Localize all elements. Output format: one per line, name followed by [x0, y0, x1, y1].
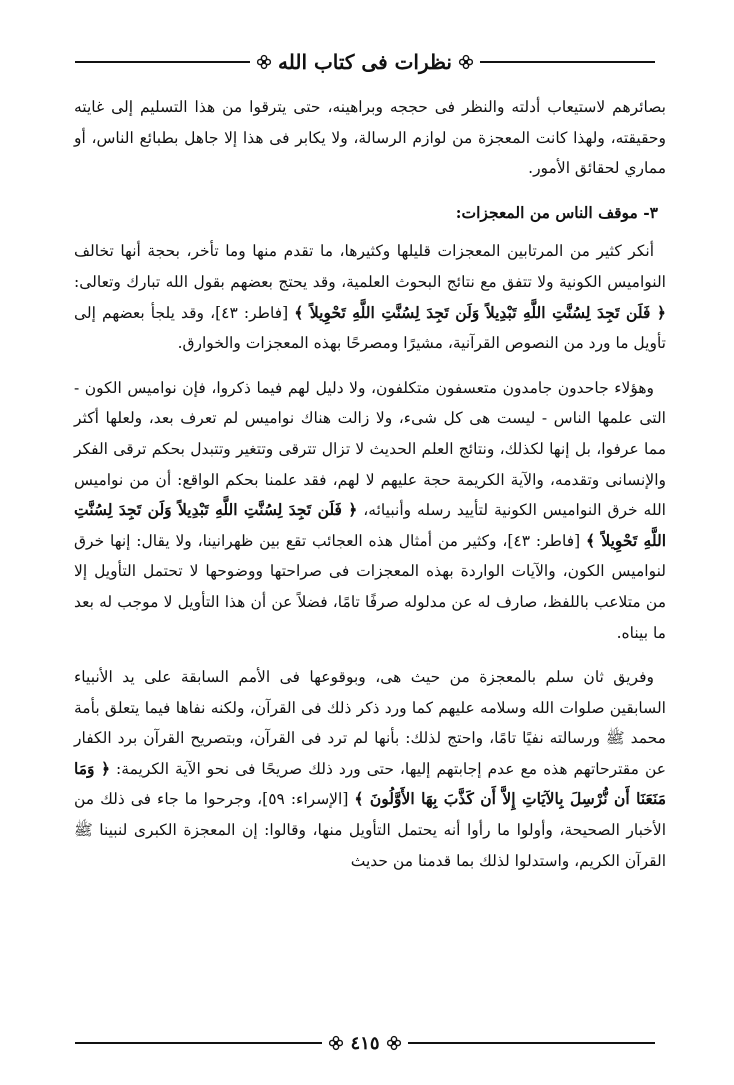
- quran-verse-fatir-repeat: ﴿ فَلَن تَجِدَ لِسُنَّتِ اللَّهِ تَبْدِيلاً وَلَن تَجِدَ لِسُنَّتِ اللَّهِ تَحْوِيلاً ﴾: [74, 500, 667, 550]
- paragraph-3-text-start: وهؤلاء جاحدون جامدون متعسفون متكلفون، ولا دليل لهم فيما ذكروا، فإن نواميس الكون - التى علمها الناس - ليست هى كل شىء، ولا زالت هناك نواميس لم تعرف بعد، ولعلها أكثر مما عرفوا، بل إنها لكذلك، ونتائج العلم الحديث لا تزال تترقى وتتغير وتتبدل بحكم ترقى الفكر والإنسانى وتقدمه، والآية الكريمة حجة عليهم لا لهم، فقد علمنا بحكم الواقع: أن من نواميس الله خرق النواميس الكونية لتأييد رسله وأنبيائه،: [74, 378, 666, 520]
- quran-verse-fatir: ﴿ فَلَن تَجِدَ لِسُنَّتِ اللَّهِ تَبْدِيلاً وَلَن تَجِدَ لِسُنَّتِ اللَّهِ تَحْوِيلاً ﴾: [294, 302, 666, 322]
- header-rule-left: [75, 61, 250, 63]
- paragraph-4-text-end: [الإسراء: ٥٩]، وجرحوا ما جاء فى ذلك من الأخبار الصحيحة، وأولوا ما رأوا أنه يحتمل التأويل منها، وقالوا: إن المعجزة الكبرى لنبينا ﷺ القرآن الكريم، واستدلوا لذلك بما قدمنا من حديث: [74, 790, 666, 870]
- paragraph-4: [74, 662, 666, 876]
- header-rule-right: [480, 61, 655, 63]
- paragraph-3: [74, 373, 666, 648]
- page-footer: [75, 1028, 655, 1058]
- footer-rule-left: [75, 1042, 323, 1044]
- page-number: ٤١٥: [350, 1032, 380, 1054]
- header-title-group: [250, 50, 480, 74]
- running-header: [75, 44, 655, 80]
- section-heading: ٣- موقف الناس من المعجزات:: [455, 202, 658, 222]
- flower-ornament-icon: [328, 1035, 344, 1051]
- page-body: [74, 92, 666, 890]
- paragraph-2: [74, 236, 666, 358]
- footer-rule-right: [408, 1042, 656, 1044]
- paragraph-2-text-start: أنكر كثير من المرتابين المعجزات قليلها وكثيرها، ما تقدم منها وما تأخر، بحجة أنها تخالف النواميس الكونية ولا تتفق مع نتائج البحوث العلمية، وقد يحتج بعضهم بقول الله تبارك وتعالى:: [74, 242, 666, 291]
- flower-ornament-icon: [386, 1035, 402, 1051]
- flower-ornament-icon: [458, 54, 474, 70]
- paragraph-1: بصائرهم لاستيعاب أدلته والنظر فى حججه وبراهينه، حتى يترقوا من هذا التسليم إلى غايته وحقيقته، ولهذا كانت المعجزة من لوازم الرسالة، ولا يكابر فى هذا إلا جاهل بطبائع الناس، أو مماري لحقائق الأمور.: [74, 98, 666, 178]
- flower-ornament-icon: [256, 54, 272, 70]
- paragraph-3-text-end: [فاطر: ٤٣]، وكثير من أمثال هذه العجائب تقع بين ظهرانينا، ولا يقال: إنها خرق لنواميس الكون، والآيات الواردة بهذه المعجزات فى صراحتها ووضوحها لا تحتمل التأويل إلا من متلاعب باللفظ، صارف له عن مدلوله صرفًا تامًا، فضلاً عن أن هذا التأويل لا موجب له بعد ما بيناه.: [74, 531, 666, 642]
- paragraph-2-text-end: [فاطر: ٤٣]، وقد يلجأ بعضهم إلى تأويل ما ورد من النصوص القرآنية، مشيرًا ومصرحًا بهذه المعجزات والخوارق.: [74, 303, 666, 353]
- header-title: نظرات فى كتاب الله: [278, 50, 452, 74]
- page-number-group: [322, 1033, 407, 1054]
- quran-verse-isra: ﴿ وَمَا مَنَعَنَا أَن نُّرْسِلَ بِالآيَاتِ إِلاَّ أَن كَذَّبَ بِهَا الأَوَّلُونَ ﴾: [74, 758, 666, 809]
- paragraph-4-text-start: وفريق ثان سلم بالمعجزة من حيث هى، وبوقوعها فى الأمم السابقة على يد الأنبياء السابقين صلوات الله وسلامه عليهم كما ورد ذكر ذلك فى القرآن، ولكنه نفاها فيما يتعلق بأمة محمد ﷺ ورسالته نفيًا تامًا، واحتج لذلك: بأنها لم ترد فى القرآن، وبتصريح القرآن برد الكفار عن مقترحاتهم هذه مع عدم إجابتهم إليها، حتى ورد ذلك صريحًا فى نحو الآية الكريمة:: [74, 668, 666, 778]
